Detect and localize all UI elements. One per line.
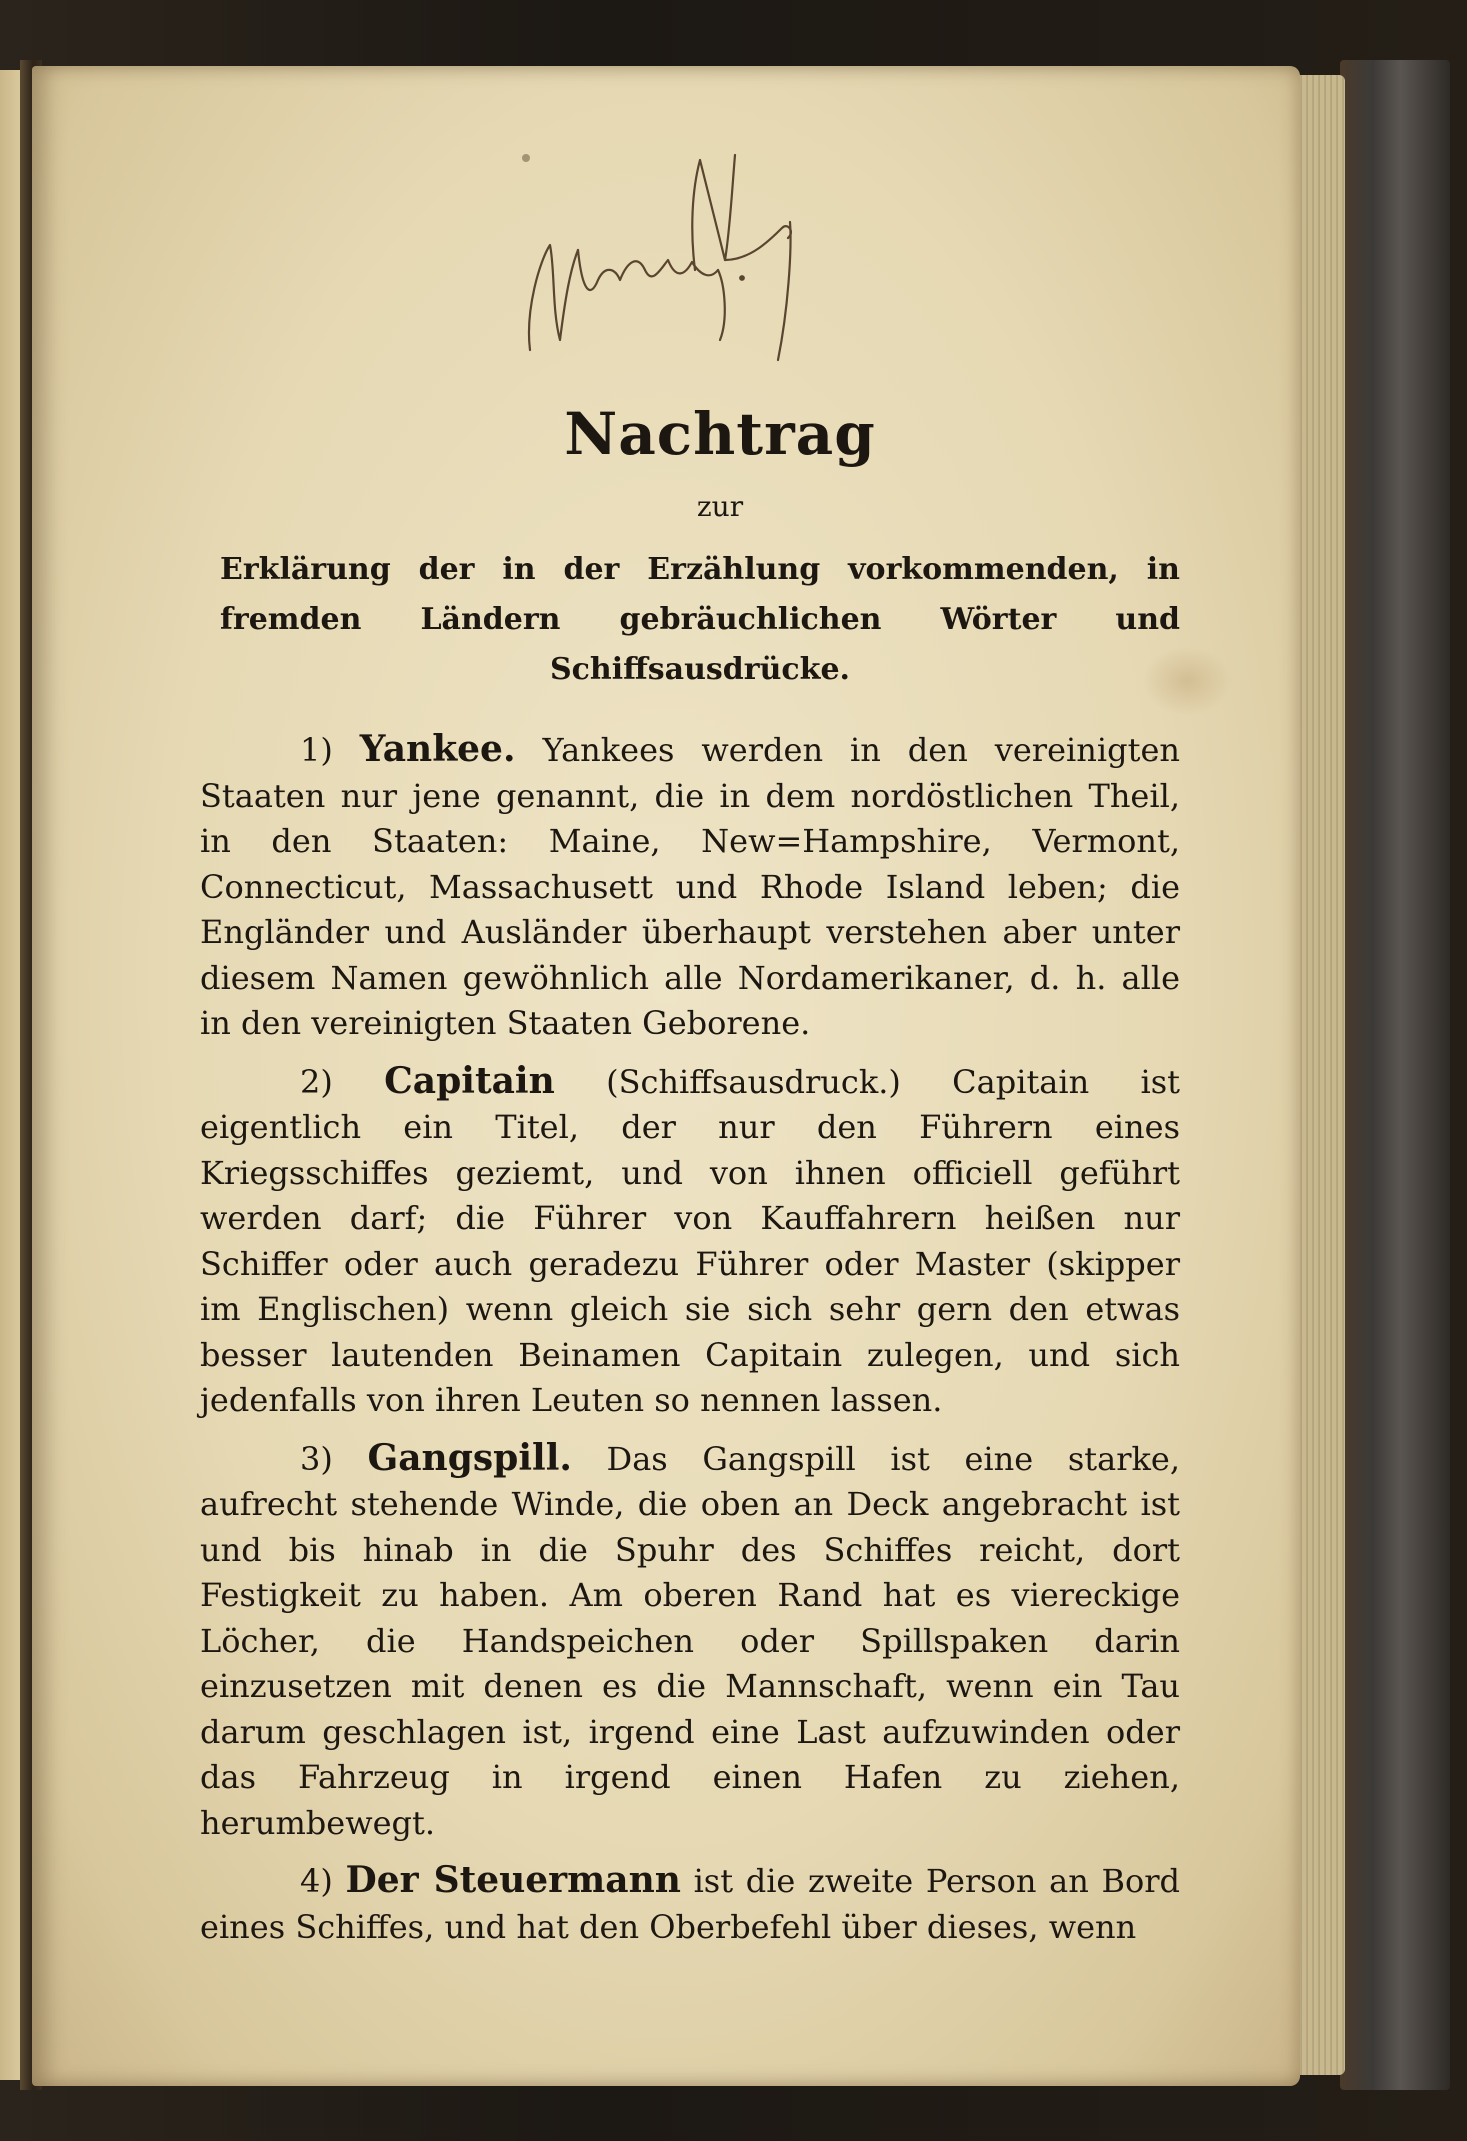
entry-heading: Gangspill.: [367, 1436, 572, 1479]
entry-text: Das Gangspill ist eine starke, aufrecht stehende Winde, die oben an Deck angebracht ist und bis hinab in die Spuhr des Schiffes reicht, dort Festigkeit zu haben. Am oberen Rand hat es viereckige Löcher, die Handspeichen oder Spillspaken darin einzusetzen mit denen es die Mannschaft, wenn ein Tau darum geschlagen ist, irgend eine Last aufzuwinden oder das Fahrzeug in irgend einen Hafen zu ziehen, herumbewegt.: [200, 1439, 1180, 1842]
handwritten-annotation: [520, 150, 840, 380]
entry-heading: Yankee.: [359, 728, 516, 770]
entry-paragraph: [200, 1858, 1180, 1950]
entry-text: Yankees werden in den vereinigten Staaten nur jene genannt, die in dem nordöstlichen Theil, in den Staaten: Maine, New=Hampshire, Vermont, Connecticut, Massachusett und Rhode Island leben; die Engländer und Ausländer überhaupt verstehen aber unter diesem Namen gewöhnlich alle Nordamerikaner, d. h. alle in den vereinigten Staaten Geborene.: [200, 731, 1181, 1042]
title-connector: zur: [696, 490, 744, 523]
entry-number: 4): [300, 1862, 333, 1900]
entry-number: 2): [300, 1062, 333, 1101]
book-cover-edge: [1340, 60, 1450, 2090]
page-text: [200, 400, 1180, 1962]
entry-paragraph: [200, 1059, 1180, 1424]
entry-number: 1): [300, 731, 333, 769]
entry-paragraph: [200, 727, 1180, 1047]
subtitle: Erklärung der in der Erzählung vorkommenden, in fremden Ländern gebräuchlichen Wörter und Schiffsausdrücke.: [220, 552, 1180, 687]
entry-heading: Capitain: [384, 1059, 555, 1102]
entry-heading: Der Steuermann: [345, 1859, 681, 1901]
entry-text: (Schiffsausdruck.) Capitain ist eigentlich ein Titel, der nur den Führern eines Kriegsschiffes geziemt, und von ihnen officiell geführt werden darf; die Führer von Kauffahrern heißen nur Schiffer oder auch geradezu Führer oder Master (skipper im Englischen) wenn gleich sie sich sehr gern den etwas besser lautenden Beinamen Capitain zulegen, und sich jedenfalls von ihren Leuten so nennen lassen.: [200, 1062, 1181, 1419]
entry-text: ist die zweite Person an Bord eines Schiffes, und hat den Oberbefehl über dieses, wenn: [200, 1862, 1181, 1946]
entry-paragraph: [200, 1436, 1180, 1847]
page-title: Nachtrag: [564, 400, 876, 468]
entry-number: 3): [300, 1439, 333, 1478]
